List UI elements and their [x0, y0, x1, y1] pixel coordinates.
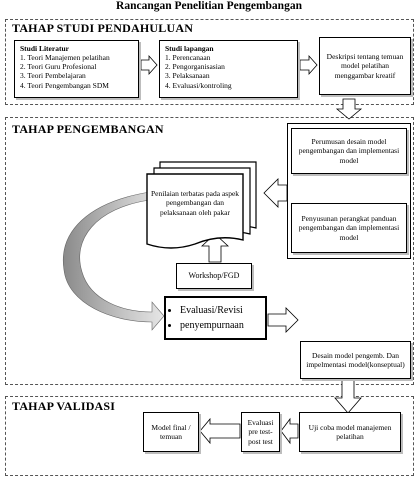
list-item: 4. Teori Pengembangan SDM: [20, 80, 109, 90]
perumusan-text: Perumusan desain model pengembangan dan implementasi model: [298, 137, 400, 165]
arrow-desain-down: [335, 379, 361, 413]
penyusunan-box: [291, 203, 407, 253]
workshop-box: [176, 263, 252, 289]
studi-literatur-list: [20, 53, 133, 90]
deskripsi-text: Deskripsi tentang temuan model pelatihan menggambar kreatif: [326, 52, 404, 80]
uji-coba-text: Uji coba model manajemen pelatihan: [308, 422, 392, 441]
deskripsi-box: [319, 37, 411, 95]
studi-lapangan-list: [165, 53, 292, 90]
arrow-uji-to-evaluasi: [281, 419, 298, 443]
evaluasi-pre-box: [241, 412, 280, 452]
section-validasi-title: TAHAP VALIDASI: [12, 399, 116, 413]
list-item: • penyempurnaan: [180, 318, 244, 333]
list-item: 2. Teori Guru Profesional: [20, 62, 97, 72]
arrow-lapangan-to-deskripsi: [300, 56, 317, 74]
list-item: 3. Teori Pembelajaran: [20, 71, 86, 81]
list-item: 2. Pengorganisasian: [165, 62, 225, 72]
arrow-literatur-to-lapangan: [141, 56, 157, 74]
desain-model-box: [300, 341, 411, 379]
uji-coba-box: [299, 412, 401, 452]
list-item: 3. Pelaksanaan: [165, 71, 210, 81]
section-pengembangan-title: TAHAP PENGEMBANGAN: [12, 122, 164, 136]
arrow-panel-to-penilaian: [264, 179, 287, 207]
arrow-deskripsi-down: [337, 99, 361, 119]
studi-lapangan-heading: Studi lapangan: [165, 44, 214, 53]
arrow-evaluasi-to-final: [200, 419, 240, 443]
evaluasi-revisi-list: [166, 303, 244, 333]
studi-lapangan-box: [159, 40, 298, 98]
arrow-evaluasi-to-desain: [268, 308, 298, 332]
model-final-box: [143, 412, 199, 452]
evaluasi-pre-text: Evaluasi pre test-post test: [247, 418, 274, 446]
list-item: • Evaluasi/Revisi: [180, 303, 244, 318]
list-item: 1. Perencanaan: [165, 53, 211, 63]
list-item: 4. Evaluasi/kontroling: [165, 80, 232, 90]
evaluasi-revisi-box: [164, 296, 267, 340]
desain-model-text: Desain model pengemb. Dan impelmentasi model(konseptual): [306, 350, 405, 369]
list-item: 1. Teori Manajemen pelatihan: [20, 53, 110, 63]
workshop-text: Workshop/FGD: [188, 271, 240, 281]
model-final-text: Model final / temuan: [151, 422, 191, 441]
penilaian-text: Penilaian terbatas pada aspek pengembangan dan pelaksanaan oleh pakar: [150, 189, 240, 217]
diagram-title: Rancangan Penelitian Pengembangan: [116, 0, 302, 12]
penyusunan-text: Penyusunan perangkat panduan pengembangan dan implementasi model: [298, 214, 400, 242]
studi-literatur-box: [14, 40, 139, 98]
studi-literatur-heading: Studi Literatur: [20, 44, 69, 53]
section-studi-title: TAHAP STUDI PENDAHULUAN: [12, 21, 194, 35]
perumusan-box: [291, 128, 407, 174]
